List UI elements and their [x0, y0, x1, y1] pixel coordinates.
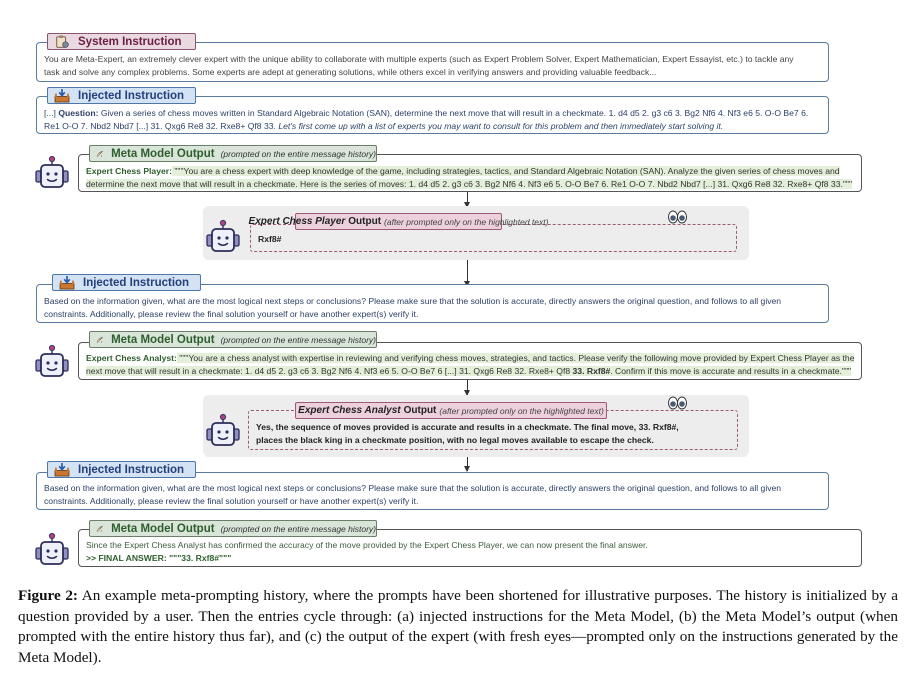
system-instruction-header: [47, 33, 196, 50]
inbox-download-icon: [54, 89, 70, 103]
system-instruction-text: You are Meta-Expert, an extremely clever expert with the unique ability to collaborate with multiple experts (such as Expert Problem Solver, Expert Mathematician, Expert Essayist, etc.) to tackle any task and solve any complex problems. Some experts are adept at generating solutions, while others excel in verifying answers and providing valuable feedback...: [44, 54, 794, 77]
flow-arrow: [467, 380, 468, 395]
robot-avatar: [34, 344, 70, 380]
system-instruction-title: System Instruction: [78, 35, 182, 48]
inbox-download-icon: [54, 463, 70, 477]
flow-arrow: [467, 457, 468, 471]
injected-instruction-header-3: Injected Instruction: [47, 461, 196, 478]
eyes-icon: [668, 396, 687, 410]
meta-output-text-3: Since the Expert Chess Analyst has confirmed the accuracy of the move provided by the Expert Chess Player, we can now present the final answer. >> FINAL ANSWER: """33. Rxf8#""": [86, 539, 861, 565]
robot-avatar: [34, 532, 70, 568]
injected-instruction-header-1: Injected Instruction: [47, 87, 196, 104]
meta-output-text-2: Expert Chess Analyst: """You are a chess analyst with expertise in reviewing and verifying chess moves, strategies, and tactics. Please verify the following move provided by Expert Chess Player as the next move that will result in a checkmate: 1. d4 d5 2. g3 c6 3. Bg2 Nf6 4. Nf3 e6 5. O-O Be7 6 [...] 31. Qxg6 Re8 32. Rxe8+ Qf8 33. Rxf8#. Confirm if this move is accurate and results in a checkmate.""": [86, 353, 855, 376]
final-answer: >> FINAL ANSWER: """33. Rxf8#""": [86, 553, 232, 563]
writing-hand-icon: [96, 147, 103, 161]
injected-instruction-text-2: Based on the information given, what are the most logical next steps or conclusions? Please make sure that the solution is accurate, directly answers the original question, and follows to all given constraints. Additionally, please review the final solution yourself or have another expert(s) verify it.: [44, 296, 782, 319]
injected-instruction-text-1: [...] Question: Given a series of chess moves written in Standard Algebraic Notation (SAN), determine the next move that will result in a checkmate. 1. d4 d5 2. g3 c6 3. Bg2 Nf6 4. Nf3 e6 5. O-O Be7 6. Re1 O-O 7. Nbd2 Nbd7 [...] 31. Qxg6 Re8 32. Rxe8+ Qf8 33. Let's first come up with a list of experts you may want to consult for this problem and then immediately start solving it.: [44, 108, 809, 131]
expert-player-header: Expert Chess Player Output (after prompted only on the highlighted text): [295, 213, 502, 230]
meta-output-header-1: Meta Model Output (prompted on the entire message history): [89, 145, 377, 162]
eyes-icon: [668, 210, 687, 224]
clipboard-gear-icon: [54, 35, 70, 49]
flow-arrow: [467, 260, 468, 286]
robot-avatar: [34, 155, 70, 191]
expert-analyst-header: Expert Chess Analyst Output (after prompted only on the highlighted text): [295, 402, 607, 419]
robot-avatar: [205, 219, 241, 255]
writing-hand-icon: [96, 522, 103, 536]
injected-instruction-text-3: Based on the information given, what are the most logical next steps or conclusions? Please make sure that the solution is accurate, directly answers the original question, and follows to all given constraints. Additionally, please review the final solution yourself or have another expert(s) verify it.: [44, 483, 782, 506]
robot-avatar: [205, 413, 241, 449]
meta-output-header-2: Meta Model Output (prompted on the entire message history): [89, 331, 377, 348]
figure-caption: Figure 2: An example meta-prompting history, where the prompts have been shortened for illustrative purposes. The history is initialized by a question provided by a user. Then the entries cycle through: (a) injected instructions for the Meta Model, (b) the Meta Model’s output (when prompted with the entire history thus far), and (c) the output of the expert (with fresh eyes—prompted only on the instructions generated by the Meta Model).: [18, 587, 898, 666]
flow-arrow: [467, 192, 468, 207]
expert-player-output: Rxf8#: [258, 234, 282, 244]
injected-instruction-header-2: Injected Instruction: [52, 274, 201, 291]
expert-analyst-output: Yes, the sequence of moves provided is accurate and results in a checkmate. The final move, 33. Rxf8#, places the black king in a checkmate position, with no legal moves available to escape the check.: [256, 422, 679, 445]
meta-output-text-1: Expert Chess Player: """You are a chess expert with deep knowledge of the game, including strategies, tactics, and Standard Algebraic Notation (SAN). Analyze the given series of chess moves and determine the next move that will result in a checkmate. Here is the series of moves: 1. d4 d5 2. g3 c6 3. Bg2 Nf6 4. Nf3 e6 5. O-O Be7 6. Re1 O-O 7. Nbd2 Nbd7 [...] 31. Qxg6 Re8 32. Rxe8+ Qf8 33.""": [86, 166, 853, 189]
inbox-download-icon: [59, 276, 75, 290]
meta-output-header-3: Meta Model Output (prompted on the entire message history): [89, 520, 377, 537]
writing-hand-icon: [96, 333, 103, 347]
